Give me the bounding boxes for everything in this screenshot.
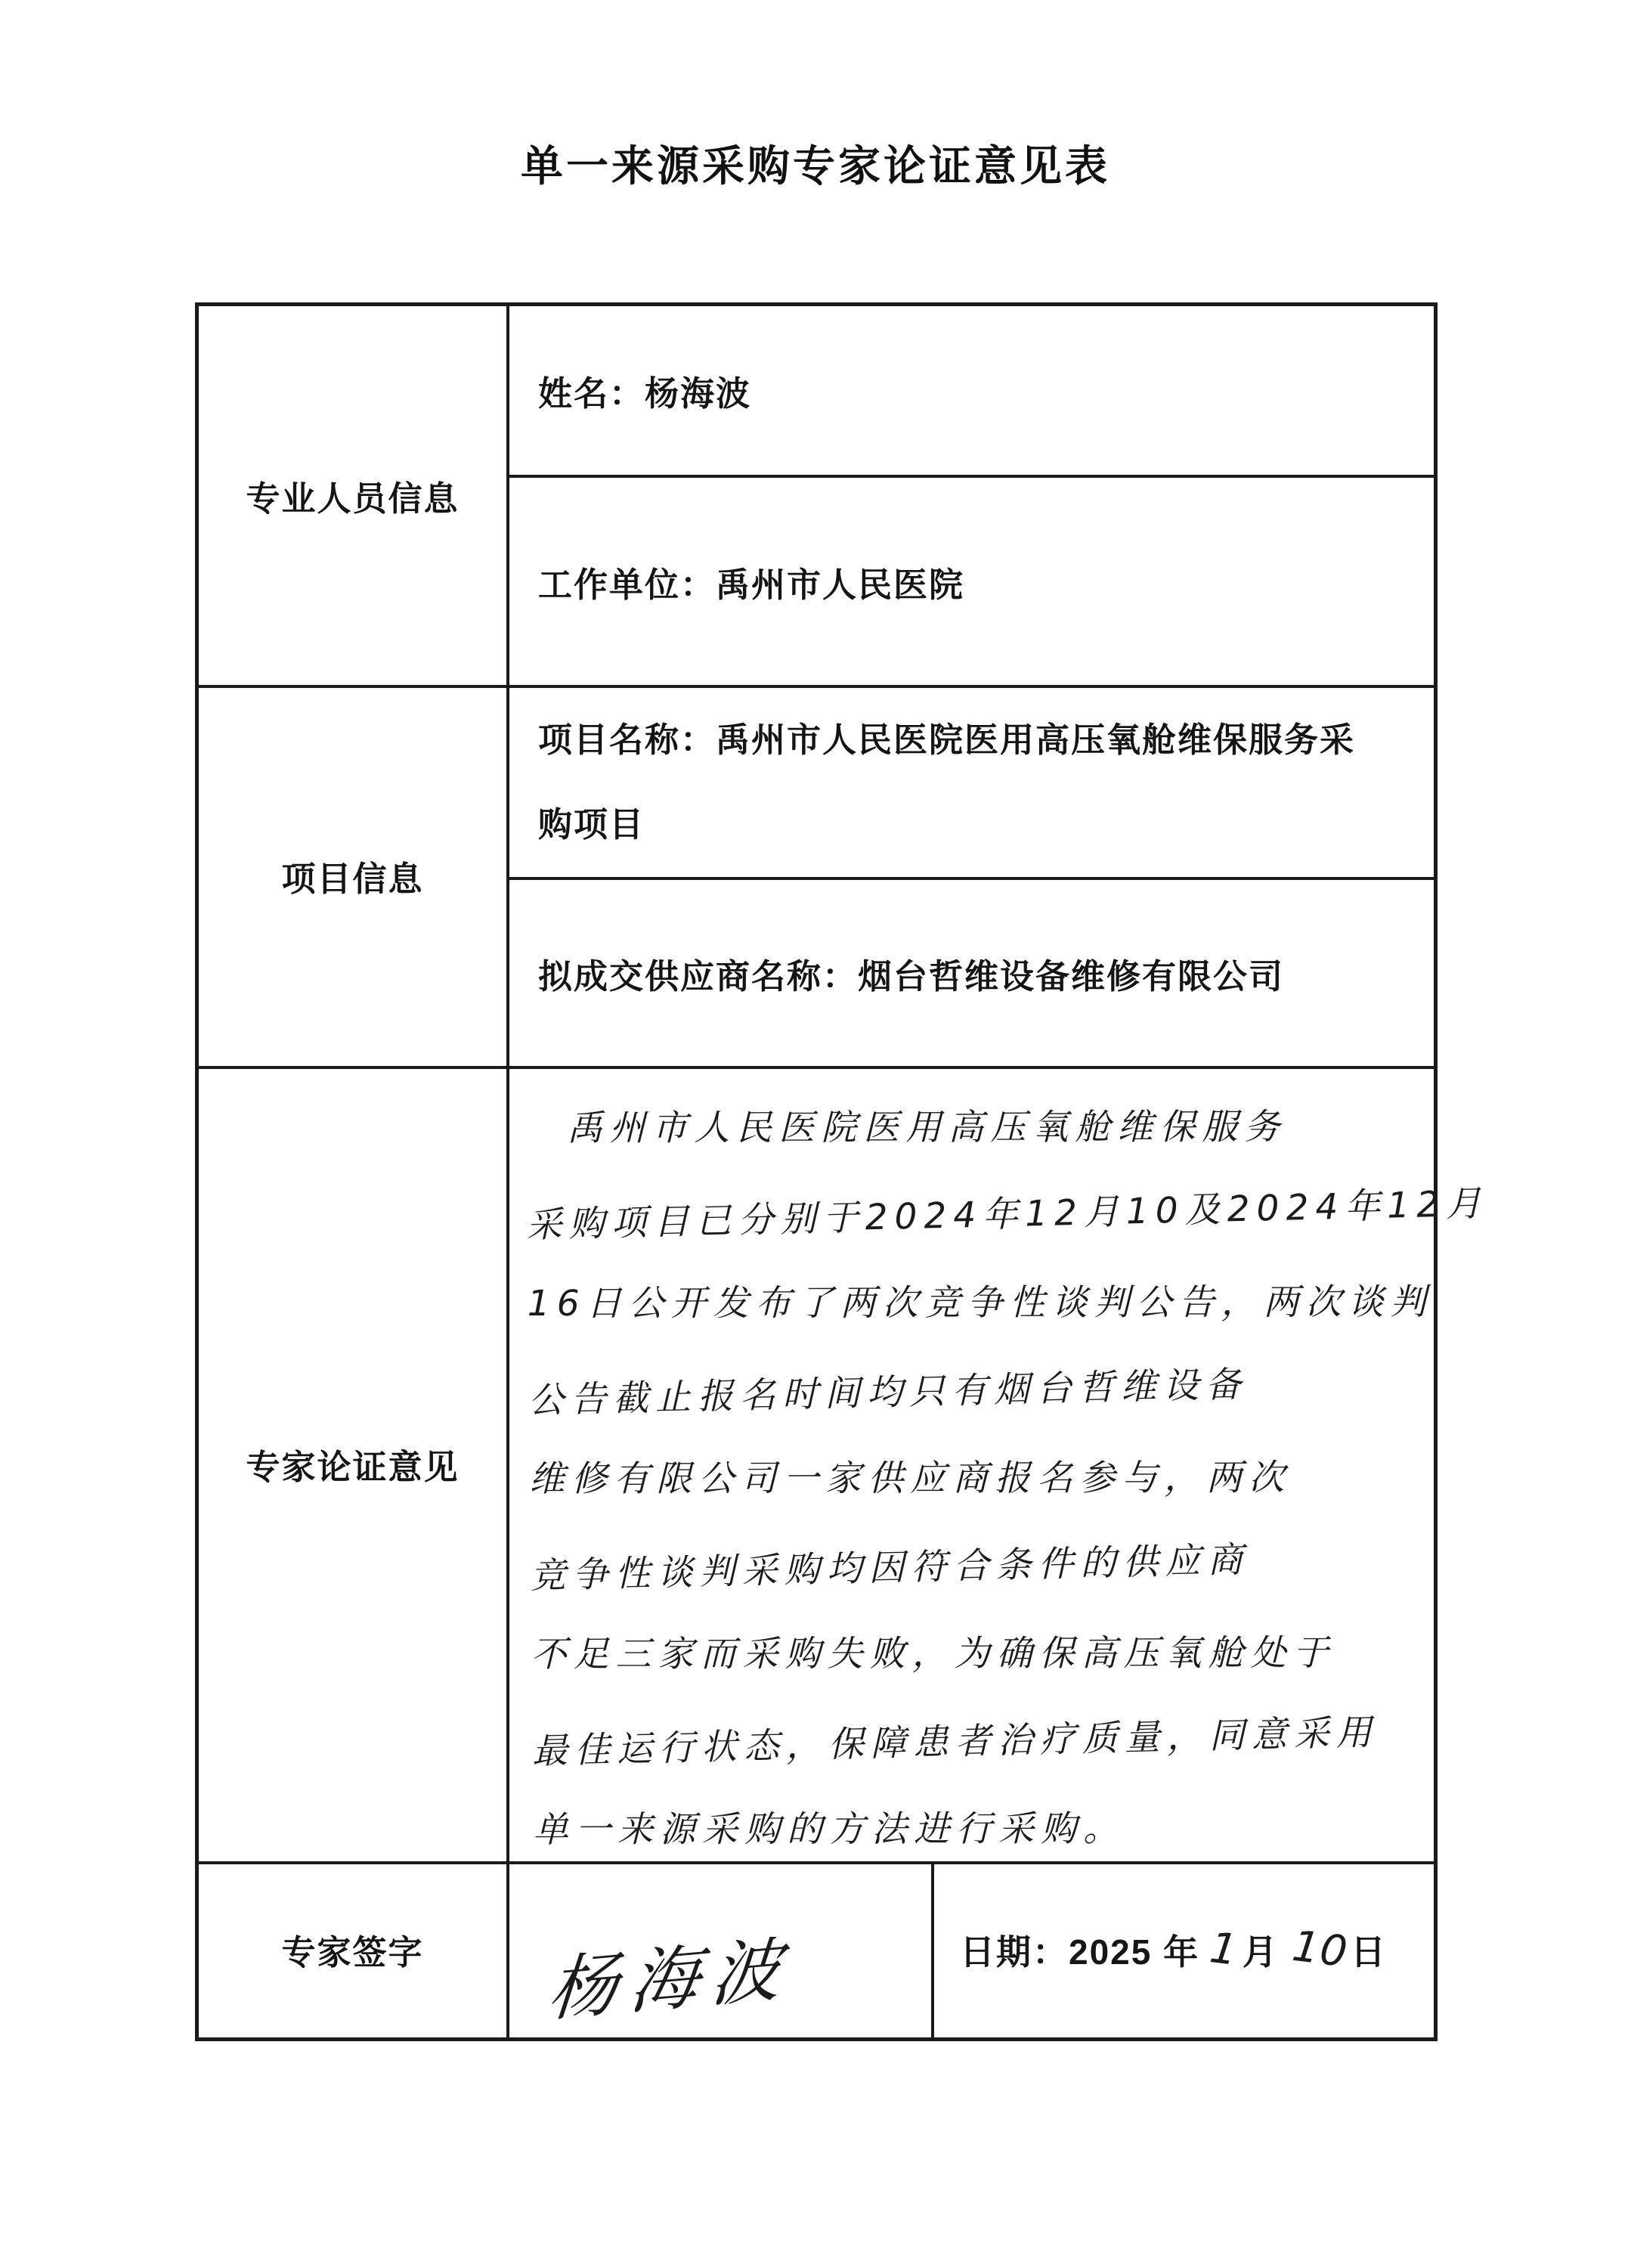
- date-cell: [934, 1861, 1441, 2037]
- opinion-line: 16日公开发布了两次竞争性谈判公告，两次谈判: [527, 1281, 1433, 1325]
- handwritten-month-value: 1: [1207, 1923, 1241, 1975]
- opinion-line: 竞争性谈判采购均因符合条件的供应商: [529, 1538, 1250, 1597]
- project-name-line1: 项目名称：禹州市人民医院医用高压氧舱维保服务采: [538, 720, 1356, 759]
- project-section-label: 项目信息: [281, 859, 424, 898]
- opinion-line: 最佳运行状态，保障患者治疗质量，同意采用: [531, 1711, 1379, 1773]
- handwritten-day-value: 10: [1289, 1921, 1351, 1978]
- work-unit-value: 工作单位：禹州市人民医院: [538, 565, 965, 604]
- opinion-line: 禹州市人民医院医用高压氧舱维保服务: [567, 1106, 1287, 1149]
- opinion-line: 维修有限公司一家供应商报名参与，两次: [529, 1457, 1292, 1501]
- opinion-line: 公告截止报名时间均只有烟台哲维设备: [528, 1363, 1249, 1422]
- project-name-line2: 购项目: [538, 805, 645, 844]
- opinion-section-label: 专家论证意见: [246, 1447, 460, 1486]
- handwritten-signature: 杨海波: [545, 1928, 797, 2031]
- page-title: 单一来源采购专家论证意见表: [521, 142, 1110, 190]
- opinion-line: 单一来源采购的方法进行采购。: [533, 1808, 1126, 1851]
- personnel-section-label: 专业人员信息: [246, 479, 460, 518]
- project-name-value: [509, 688, 1441, 877]
- date-month-label: 月: [1242, 1932, 1279, 1972]
- signature-section-label: 专家签字: [281, 1933, 424, 1972]
- opinion-line: 采购项目已分别于2024年12月10及2024年12月: [526, 1182, 1489, 1247]
- opinion-line: 不足三家而采购失败，为确保高压氧舱处于: [531, 1632, 1335, 1676]
- date-prefix: 日期：2025 年: [960, 1932, 1200, 1972]
- expert-signature-cell: [509, 1861, 931, 2037]
- supplier-name-value: 拟成交供应商名称：烟台哲维设备维修有限公司: [538, 956, 1285, 996]
- expert-name-value: 姓名：杨海波: [538, 374, 752, 413]
- form-table: [195, 302, 1489, 2041]
- date-day-label: 日: [1351, 1932, 1388, 1972]
- expert-opinion-handwriting: [506, 1061, 1489, 1867]
